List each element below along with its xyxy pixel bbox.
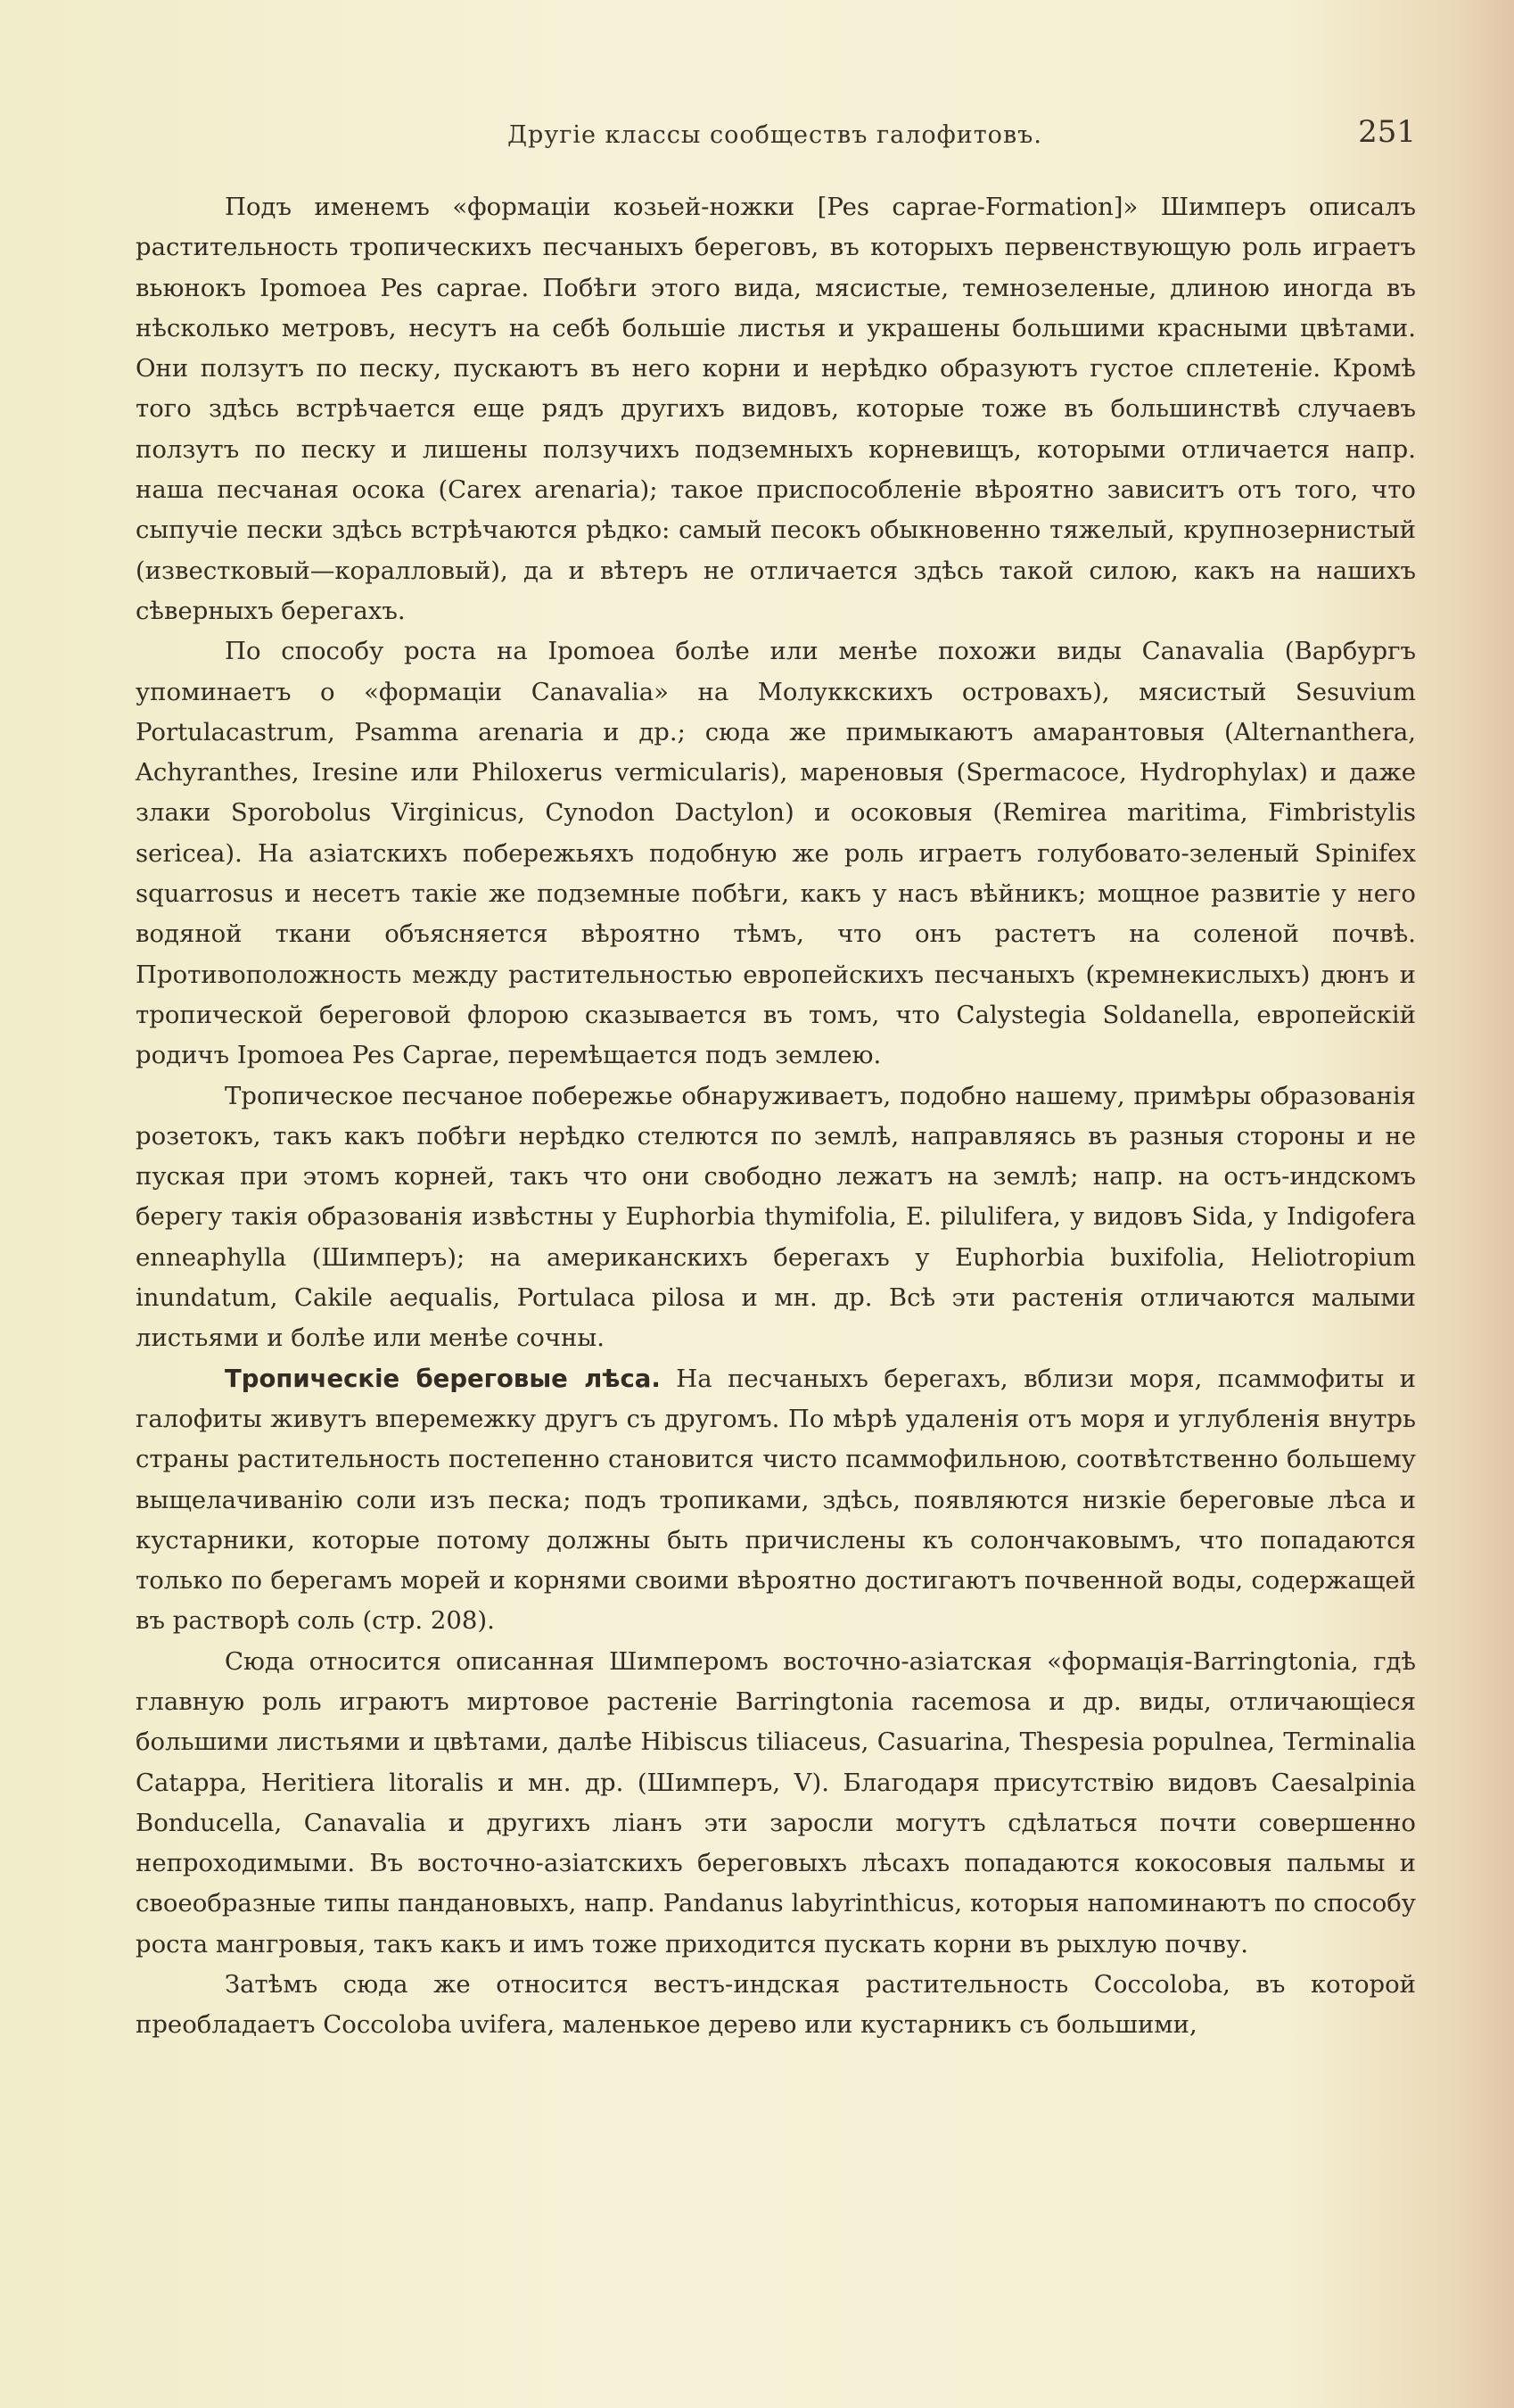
page-body	[136, 187, 1416, 2046]
paragraph	[136, 1076, 1416, 1359]
paragraph	[136, 1359, 1416, 1642]
paragraph	[136, 1642, 1416, 1965]
paragraph-text: Сюда относится описанная Шимперомъ восточно-азіатская «формація-Barringtonia, гдѣ главную роль играютъ миртовое растеніе Barringtonia racemosa и др. виды, отличающіеся большими листьями и цвѣтами, далѣе Hibiscus tiliaceus, Casuarina, Thespesia populnea, Terminalia Catappa, Heritiera litoralis и мн. др. (Шимперъ, V). Благодаря присутствію видовъ Caesalpinia Bonducella, Canavalia и другихъ ліанъ эти заросли могутъ сдѣлаться почти совершенно непроходимыми. Въ восточно-азіатскихъ береговыхъ лѣсахъ попадаются кокосовыя пальмы и своеобразные типы пандановыхъ, напр. Pandanus labyrinthicus, которыя напоминаютъ по способу роста мангровыя, такъ какъ и имъ тоже приходится пускать корни въ рыхлую почву.	[136, 1646, 1416, 1959]
section-heading: Тропическіе береговые лѣса.	[225, 1364, 661, 1393]
paragraph	[136, 1965, 1416, 2046]
paragraph-text: Тропическое песчаное побережье обнаруживаетъ, подобно нашему, примѣры образованія розетокъ, такъ какъ побѣги нерѣдко стелются по землѣ, направляясь въ разныя стороны и не пуская при этомъ корней, такъ что они свободно лежатъ на землѣ; напр. на остъ-индскомъ берегу такія образованія извѣстны у Euphorbia thymifolia, E. pilulifera, у видовъ Sida, у Indigofera enneaphylla (Шимперъ); на американскихъ берегахъ у Euphorbia buxifolia, Heliotropium inundatum, Cakile aequalis, Portulaca pilosa и мн. др. Всѣ эти растенія отличаются малыми листьями и болѣе или менѣе сочны.	[136, 1081, 1416, 1353]
paragraph	[136, 631, 1416, 1076]
running-title: Другіе классы сообществъ галофитовъ.	[507, 121, 1042, 149]
paragraph-text: Затѣмъ сюда же относится вестъ-индская растительность Coccoloba, въ которой преобладаетъ Coccoloba uvifera, маленькое дерево или кустарникъ съ большими,	[136, 1970, 1416, 2040]
page-number: 251	[1358, 114, 1416, 150]
paragraph-text: Подъ именемъ «формаціи козьей-ножки [Pes caprae-Formation]» Шимперъ описалъ растительность тропическихъ песчаныхъ береговъ, въ которыхъ первенствующую роль играетъ вьюнокъ Ipomoea Pes caprae. Побѣги этого вида, мясистые, темнозеленые, длиною иногда въ нѣсколько метровъ, несутъ на себѣ большіе листья и украшены большими красными цвѣтами. Они ползутъ по песку, пускаютъ въ него корни и нерѣдко образуютъ густое сплетеніе. Кромѣ того здѣсь встрѣчается еще рядъ другихъ видовъ, которые тоже въ большинствѣ случаевъ ползутъ по песку и лишены ползучихъ подземныхъ корневищъ, которыми отличается напр. наша песчаная осока (Carex arenaria); такое приспособленіе вѣроятно зависитъ отъ того, что сыпучіе пески здѣсь встрѣчаются рѣдко: самый песокъ обыкновенно тяжелый, крупнозернистый (известковый—коралловый), да и вѣтеръ не отличается здѣсь такой силою, какъ на нашихъ сѣверныхъ берегахъ.	[136, 193, 1416, 625]
running-header	[134, 114, 1416, 159]
paragraph-text: По способу роста на Ipomoea болѣе или менѣе похожи виды Canavalia (Варбургъ упоминаетъ о «формаціи Canavalia» на Молуккскихъ островахъ), мясистый Sesuvium Portulacastrum, Psamma arenaria и др.; сюда же примыкаютъ амарантовыя (Alternanthera, Achyranthes, Iresine или Philoxerus vermicularis), мареновыя (Spermacoce, Hydrophylax) и даже злаки Sporobolus Virginicus, Cynodon Dactylon) и осоковыя (Remirea maritima, Fimbristylis sericea). На азіатскихъ побережьяхъ подобную же роль играетъ голубовато-зеленый Spinifex squarrosus и несетъ такіе же подземные побѣги, какъ у насъ вѣйникъ; мощное развитіе у него водяной ткани объясняется вѣроятно тѣмъ, что онъ растетъ на соленой почвѣ. Противоположность между растительностью европейскихъ песчаныхъ (кремнекислыхъ) дюнъ и тропической береговой флорою сказывается въ томъ, что Calystegia Soldanella, европейскій родичъ Ipomoea Pes Caprae, перемѣщается подъ землею.	[136, 637, 1416, 1070]
paragraph-text: На песчаныхъ берегахъ, вблизи моря, псаммофиты и галофиты живутъ вперемежку другъ съ другомъ. По мѣрѣ удаленія отъ моря и углубленія внутрь страны растительность постепенно становится чисто псаммофильною, соотвѣтственно большему выщелачиванію соли изъ песка; подъ тропиками, здѣсь, появляются низкіе береговые лѣса и кустарники, которые потому должны быть причислены къ солончаковымъ, что попадаются только по берегамъ морей и корнями своими вѣроятно достигаютъ почвенной воды, содержащей въ растворѣ соль (стр. 208).	[136, 1364, 1416, 1636]
paragraph	[136, 187, 1416, 631]
